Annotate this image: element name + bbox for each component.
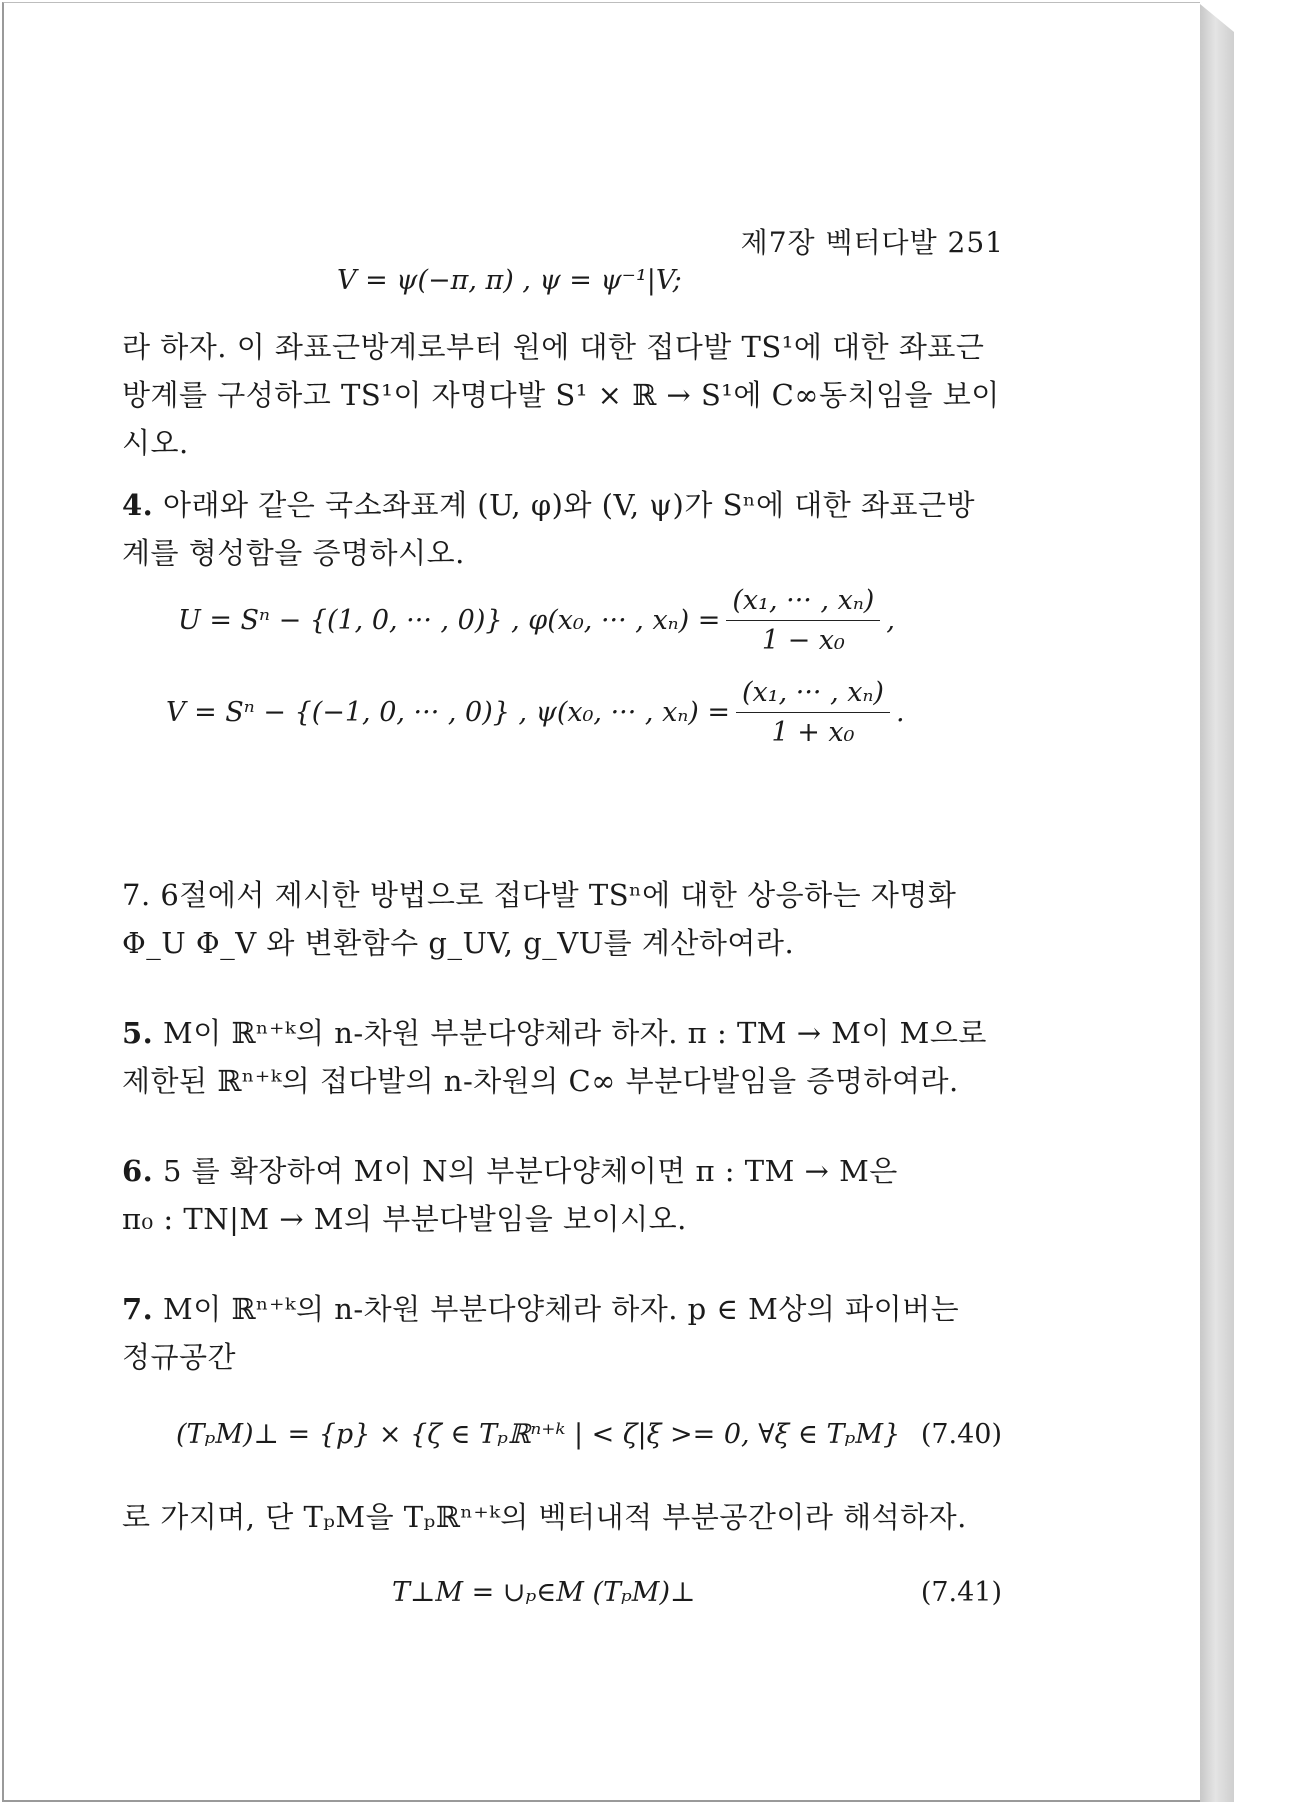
exercise-7-trivialization: [122, 871, 956, 967]
equation-lhs: V = Sⁿ − {(−1, 0, ··· , 0)} , ψ(x₀, ··· , xₙ) =: [166, 697, 730, 728]
exercise-number: 6.: [122, 1154, 154, 1188]
text-line: 로 가지며, 단 TₚM을 Tₚℝⁿ⁺ᵏ의 벡터내적 부분공간이라 해석하자.: [122, 1500, 967, 1534]
text-line: 방계를 구성하고 TS¹이 자명다발 S¹ × ℝ → S¹에 C∞동치임을 보이: [122, 378, 1000, 412]
fraction: [726, 585, 880, 656]
paragraph-interpretation: [122, 1493, 967, 1541]
fraction-numerator: (x₁, ··· , xₙ): [736, 677, 890, 713]
text-line: Φ_U Φ_V 와 변환함수 g_UV, g_VU를 계산하여라.: [122, 926, 795, 960]
text-line: 정규공간: [122, 1340, 237, 1374]
equation-7-40: (TₚM)⊥ = {p} × {ζ ∈ Tₚℝⁿ⁺ᵏ | < ζ|ξ >= 0, ∀ξ ∈ TₚM}: [176, 1419, 901, 1450]
equation-number-7-40: (7.40): [920, 1419, 1002, 1450]
book-page: [2, 2, 1200, 1802]
equation-7-41: T⊥M = ∪ₚ∈M (TₚM)⊥: [392, 1577, 696, 1608]
equation-v-chart: [166, 677, 905, 748]
equation-u-chart: [178, 585, 895, 656]
exercise-6: [122, 1147, 898, 1243]
text-line: 아래와 같은 국소좌표계 (U, φ)와 (V, ψ)가 Sⁿ에 대한 좌표근방: [163, 488, 976, 522]
equation-punct: .: [895, 697, 905, 728]
running-header: 제7장 벡터다발 251: [740, 226, 1004, 259]
exercise-4: [122, 481, 975, 577]
text-line: 라 하자. 이 좌표근방계로부터 원에 대한 접다발 TS¹에 대한 좌표근: [122, 330, 985, 364]
text-line: 시오.: [122, 426, 189, 460]
text-line: 제한된 ℝⁿ⁺ᵏ의 접다발의 n-차원의 C∞ 부분다발임을 증명하여라.: [122, 1064, 959, 1098]
paragraph-circle-bundle: [122, 323, 1000, 467]
exercise-number: 4.: [122, 488, 154, 522]
exercise-5: [122, 1009, 987, 1105]
text-line: 5 를 확장하여 M이 N의 부분다양체이면 π : TM → M은: [163, 1154, 898, 1188]
equation-number-7-41: (7.41): [920, 1577, 1002, 1608]
exercise-number: 7.: [122, 1292, 154, 1326]
exercise-number: 5.: [122, 1016, 154, 1050]
text-line: 7. 6절에서 제시한 방법으로 접다발 TSⁿ에 대한 상응하는 자명화: [122, 878, 957, 912]
text-line: M이 ℝⁿ⁺ᵏ의 n-차원 부분다양체라 하자. p ∈ M상의 파이버는: [163, 1292, 960, 1326]
book-page-edge: [1200, 4, 1234, 1802]
fraction-numerator: (x₁, ··· , xₙ): [726, 585, 880, 621]
text-line: 계를 형성함을 증명하시오.: [122, 536, 465, 570]
exercise-7-normal-bundle: [122, 1285, 959, 1381]
equation-lhs: U = Sⁿ − {(1, 0, ··· , 0)} , φ(x₀, ··· , xₙ) =: [178, 605, 721, 636]
text-line: π₀ : TN|M → M의 부분다발임을 보이시오.: [122, 1202, 687, 1236]
fraction-denominator: 1 + x₀: [771, 717, 855, 748]
equation-v-definition: V = ψ(−π, π) , ψ = ψ⁻¹|V;: [337, 265, 682, 296]
equation-punct: ,: [886, 605, 895, 636]
fraction: [736, 677, 890, 748]
text-line: M이 ℝⁿ⁺ᵏ의 n-차원 부분다양체라 하자. π : TM → M이 M으로: [163, 1016, 987, 1050]
fraction-denominator: 1 − x₀: [761, 625, 845, 656]
